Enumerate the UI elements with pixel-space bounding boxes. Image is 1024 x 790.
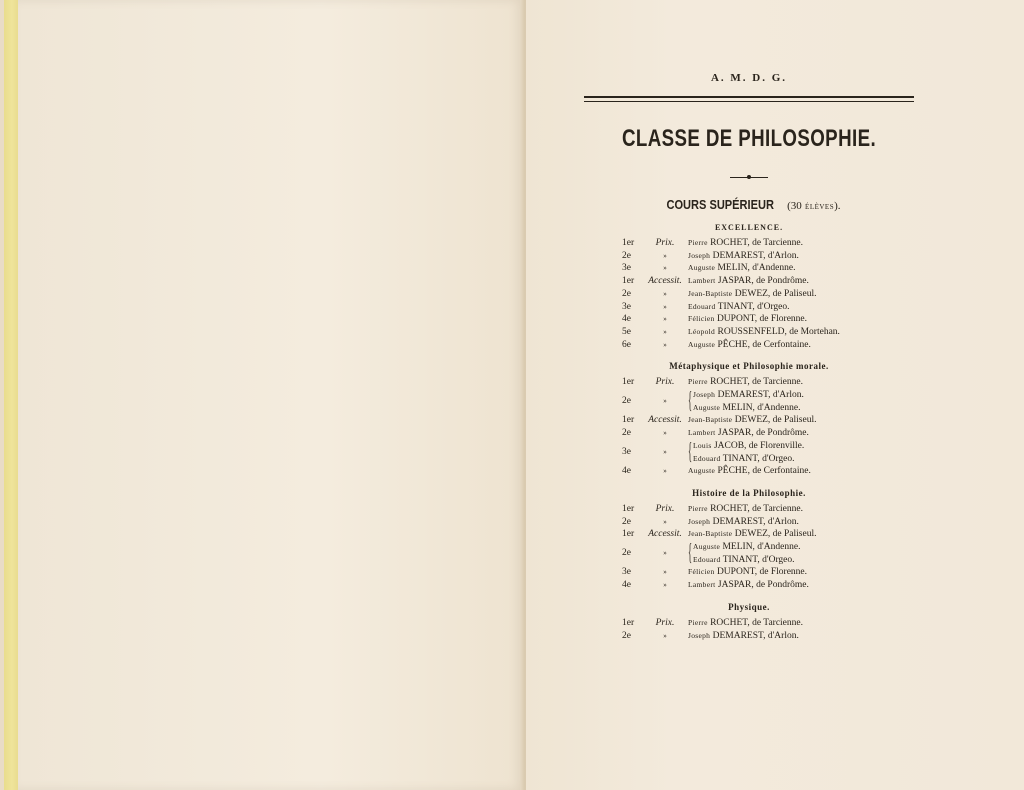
brace-glyph: { bbox=[688, 438, 693, 465]
award-row bbox=[622, 275, 914, 288]
award-type: Accessit. bbox=[648, 529, 682, 540]
brace-glyph: { bbox=[688, 388, 693, 415]
award-rank: 3e bbox=[622, 567, 631, 578]
award-rank: 2e bbox=[622, 250, 631, 261]
student-name: Léopold ROUSSENFELD, de Mortehan. bbox=[688, 326, 840, 337]
student-name: Auguste PÊCHE, de Cerfontaine. bbox=[688, 339, 811, 350]
student-name: Pierre ROCHET, de Tarcienne. bbox=[688, 238, 803, 248]
ornament-divider bbox=[730, 175, 768, 181]
student-first-name: Lambert bbox=[688, 580, 716, 590]
award-type: Prix. bbox=[655, 377, 675, 388]
award-type: » bbox=[663, 517, 667, 526]
student-name: Edouard TINANT, d'Orgeo. bbox=[693, 453, 795, 464]
award-row-group bbox=[622, 389, 914, 414]
section-heading: Histoire de la Philosophie. bbox=[692, 487, 806, 498]
student-first-name: Edouard bbox=[693, 554, 721, 564]
award-type: » bbox=[663, 448, 667, 457]
student-name: Pierre ROCHET, de Tarcienne. bbox=[688, 503, 803, 514]
grouped-name-line bbox=[693, 440, 804, 453]
student-name: Joseph DEMAREST, d'Arlon. bbox=[688, 516, 799, 527]
award-row bbox=[622, 326, 914, 339]
student-name: Joseph DEMAREST, d'Arlon. bbox=[688, 630, 799, 641]
award-row bbox=[622, 566, 914, 579]
award-type: » bbox=[663, 631, 667, 640]
student-name: Lambert JASPAR, de Pondrôme. bbox=[688, 580, 809, 591]
award-type: Accessit. bbox=[648, 415, 682, 426]
student-name: Jean-Baptiste DEWEZ, de Paliseul. bbox=[688, 529, 817, 540]
student-first-name: Jean-Baptiste bbox=[688, 288, 733, 298]
award-rank: 2e bbox=[622, 428, 631, 439]
grouped-name-line bbox=[693, 541, 800, 554]
award-rank: 1er bbox=[622, 276, 635, 287]
award-type: Prix. bbox=[655, 617, 675, 628]
student-first-name: Jean-Baptiste bbox=[688, 415, 733, 425]
student-first-name: Auguste bbox=[693, 402, 721, 412]
award-row bbox=[622, 301, 914, 314]
award-type: » bbox=[663, 397, 667, 406]
award-rank: 4e bbox=[622, 466, 631, 477]
award-rank: 2e bbox=[622, 630, 631, 641]
student-name: Lambert JASPAR, de Pondrôme. bbox=[688, 276, 809, 287]
award-type: » bbox=[663, 302, 667, 311]
student-name: Auguste MELIN, d'Andenne. bbox=[688, 263, 796, 274]
award-rank: 1er bbox=[622, 377, 635, 388]
award-sections bbox=[584, 223, 914, 642]
student-first-name: Félicien bbox=[688, 314, 715, 324]
student-first-name: Lambert bbox=[688, 276, 716, 286]
subtitle-close: ). bbox=[834, 200, 841, 212]
award-row bbox=[622, 503, 914, 516]
grouped-names bbox=[693, 541, 800, 566]
student-first-name: Joseph bbox=[688, 250, 711, 260]
award-type: » bbox=[663, 327, 667, 336]
grouped-name-line bbox=[693, 389, 804, 402]
student-name: Pierre ROCHET, de Tarcienne. bbox=[688, 377, 803, 388]
left-page bbox=[18, 0, 524, 790]
grouped-name-line bbox=[693, 402, 804, 415]
student-name: Joseph DEMAREST, d'Arlon. bbox=[688, 250, 799, 261]
grouped-name-line bbox=[693, 453, 804, 466]
student-first-name: Pierre bbox=[688, 503, 708, 513]
award-list bbox=[622, 237, 914, 351]
student-first-name: Auguste bbox=[688, 339, 716, 349]
award-rank: 2e bbox=[622, 396, 631, 407]
page-title: CLASSE DE PHILOSOPHIE. bbox=[621, 125, 877, 152]
award-row bbox=[622, 237, 914, 250]
student-first-name: Pierre bbox=[688, 238, 708, 247]
student-name: Louis JACOB, de Florenville. bbox=[693, 440, 805, 451]
student-name: Auguste MELIN, d'Andenne. bbox=[693, 402, 801, 413]
section-heading: EXCELLENCE. bbox=[714, 223, 784, 232]
award-rank: 4e bbox=[622, 314, 631, 325]
student-name: Joseph DEMAREST, d'Arlon. bbox=[693, 390, 804, 401]
award-row-group bbox=[622, 541, 914, 566]
student-first-name: Louis bbox=[693, 440, 712, 450]
award-type: » bbox=[663, 549, 667, 558]
award-list bbox=[622, 617, 914, 642]
award-row bbox=[622, 262, 914, 275]
student-count: (30 bbox=[787, 200, 802, 212]
student-name: Auguste PÊCHE, de Cerfontaine. bbox=[688, 466, 811, 477]
award-type: » bbox=[663, 340, 667, 349]
award-row bbox=[622, 630, 914, 643]
student-first-name: Auguste bbox=[688, 466, 716, 476]
award-list bbox=[622, 503, 914, 592]
student-name: Félicien DUPONT, de Florenne. bbox=[688, 314, 807, 325]
award-row bbox=[622, 339, 914, 352]
award-list bbox=[622, 376, 914, 478]
student-first-name: Joseph bbox=[693, 390, 716, 400]
student-first-name: Pierre bbox=[688, 377, 708, 387]
award-type: Accessit. bbox=[648, 276, 682, 287]
student-name: Pierre ROCHET, de Tarcienne. bbox=[688, 617, 803, 628]
student-name: Auguste MELIN, d'Andenne. bbox=[693, 542, 801, 553]
student-first-name: Auguste bbox=[688, 263, 716, 273]
student-first-name: Edouard bbox=[693, 453, 721, 463]
award-type: Prix. bbox=[655, 238, 675, 248]
course-label: COURS SUPÉRIEUR bbox=[666, 197, 775, 212]
award-rank: 2e bbox=[622, 548, 631, 559]
award-rank: 3e bbox=[622, 447, 631, 458]
award-rank: 1er bbox=[622, 503, 635, 514]
grouped-names bbox=[693, 389, 804, 414]
award-row bbox=[622, 516, 914, 529]
student-first-name: Joseph bbox=[688, 516, 711, 526]
award-row bbox=[622, 250, 914, 263]
section-heading: Physique. bbox=[728, 601, 770, 612]
grouped-name-line bbox=[693, 554, 800, 567]
grouped-names bbox=[693, 440, 804, 465]
student-first-name: Auguste bbox=[693, 542, 721, 552]
award-rank: 1er bbox=[622, 238, 635, 248]
course-subtitle bbox=[584, 197, 914, 213]
student-first-name: Jean-Baptiste bbox=[688, 529, 733, 539]
award-rank: 1er bbox=[622, 529, 635, 540]
award-row bbox=[622, 465, 914, 478]
student-name: Jean-Baptiste DEWEZ, de Paliseul. bbox=[688, 288, 817, 299]
award-row bbox=[622, 414, 914, 427]
page-content bbox=[584, 72, 914, 642]
award-rank: 6e bbox=[622, 339, 631, 350]
student-name: Lambert JASPAR, de Pondrôme. bbox=[688, 428, 809, 439]
award-row bbox=[622, 376, 914, 389]
student-first-name: Léopold bbox=[688, 326, 716, 336]
award-rank: 2e bbox=[622, 288, 631, 299]
award-type: » bbox=[663, 264, 667, 273]
student-first-name: Edouard bbox=[688, 301, 716, 311]
student-name: Félicien DUPONT, de Florenne. bbox=[688, 567, 807, 578]
student-first-name: Lambert bbox=[688, 428, 716, 438]
award-row bbox=[622, 579, 914, 592]
brace-glyph: { bbox=[688, 540, 693, 567]
student-first-name: Félicien bbox=[688, 567, 715, 577]
award-type: » bbox=[663, 315, 667, 324]
award-row bbox=[622, 427, 914, 440]
award-rank: 2e bbox=[622, 516, 631, 527]
award-rank: 1er bbox=[622, 617, 635, 628]
student-first-name: Pierre bbox=[688, 617, 708, 627]
award-row bbox=[622, 313, 914, 326]
section-heading: Métaphysique et Philosophie morale. bbox=[669, 361, 829, 372]
award-type: » bbox=[663, 429, 667, 438]
award-rank: 5e bbox=[622, 326, 631, 337]
award-row bbox=[622, 288, 914, 301]
award-type: » bbox=[663, 568, 667, 577]
amdg-header: A. M. D. G. bbox=[710, 72, 788, 84]
student-name: Edouard TINANT, d'Orgeo. bbox=[688, 301, 790, 312]
award-rank: 3e bbox=[622, 301, 631, 312]
award-rank: 3e bbox=[622, 263, 631, 274]
award-type: » bbox=[663, 467, 667, 476]
award-type: » bbox=[663, 289, 667, 298]
award-rank: 4e bbox=[622, 580, 631, 591]
award-rank: 1er bbox=[622, 415, 635, 426]
award-row-group bbox=[622, 440, 914, 465]
double-rule bbox=[584, 96, 914, 102]
award-type: Prix. bbox=[655, 503, 675, 514]
student-name: Edouard TINANT, d'Orgeo. bbox=[693, 554, 795, 565]
award-row bbox=[622, 617, 914, 630]
award-type: » bbox=[663, 251, 667, 260]
student-name: Jean-Baptiste DEWEZ, de Paliseul. bbox=[688, 415, 817, 426]
award-type: » bbox=[663, 581, 667, 590]
student-unit: ÉLÈVES bbox=[805, 203, 835, 211]
student-first-name: Joseph bbox=[688, 630, 711, 640]
award-row bbox=[622, 528, 914, 541]
